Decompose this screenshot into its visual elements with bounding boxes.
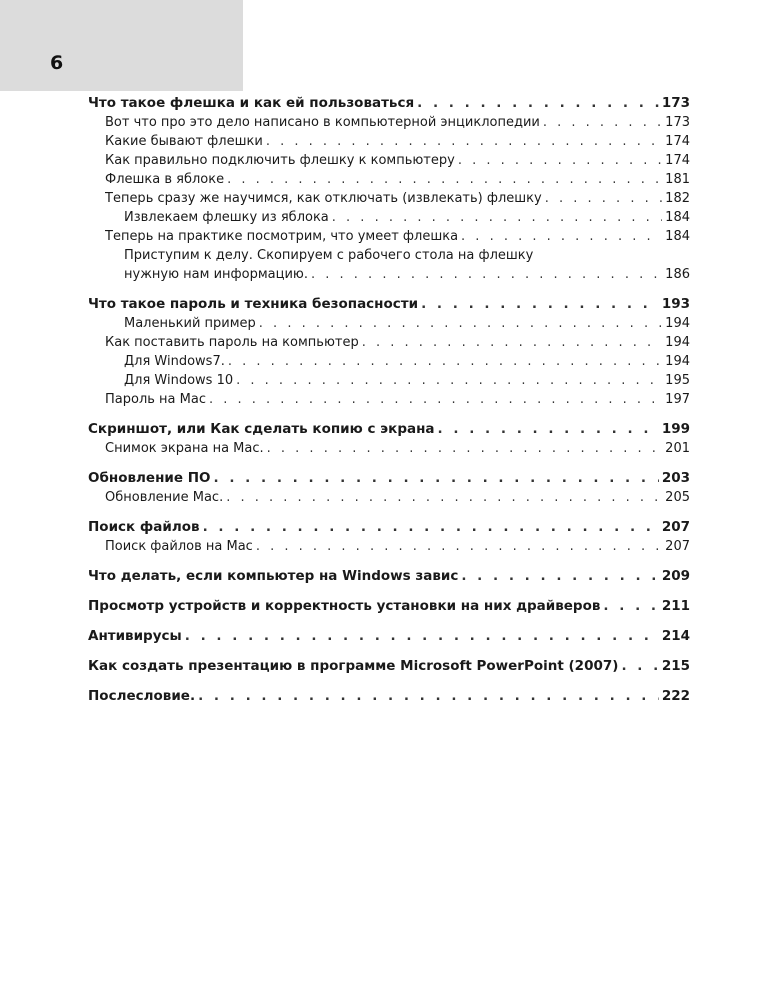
dot-leader — [198, 686, 659, 706]
table-of-contents — [88, 93, 690, 716]
toc-entry — [88, 488, 690, 507]
toc-entry-page: 194 — [665, 354, 690, 369]
toc-entry — [88, 656, 690, 676]
toc-entry — [88, 566, 690, 586]
toc-entry-title: Что делать, если компьютер на Windows завис — [88, 568, 459, 584]
toc-entry-page: 186 — [665, 267, 690, 282]
dot-leader — [543, 113, 662, 132]
toc-entry-title: Теперь сразу же научимся, как отключать (извлекать) флешку — [105, 191, 542, 206]
toc-entry-page: 194 — [665, 316, 690, 331]
toc-entry-page: 194 — [665, 335, 690, 350]
toc-entry-line — [88, 246, 690, 265]
toc-entry-title: Для Windows 10 — [124, 373, 234, 388]
dot-leader — [203, 517, 659, 537]
toc-entry-title: Приступим к делу. Скопируем с рабочего стола на флешку — [124, 248, 534, 263]
toc-entry-title: Извлекаем флешку из яблока — [124, 210, 329, 225]
dot-leader — [228, 352, 662, 371]
dot-leader — [311, 265, 662, 284]
toc-entry-title: Обновление Mac. — [105, 490, 224, 505]
toc-entry-title: Флешка в яблоке — [105, 172, 225, 187]
toc-entry-page: 195 — [665, 373, 690, 388]
toc-entry-page: 207 — [665, 539, 690, 554]
dot-leader — [438, 419, 659, 439]
dot-leader — [256, 537, 662, 556]
dot-leader — [214, 468, 659, 488]
toc-entry — [88, 189, 690, 208]
toc-entry-page: 211 — [661, 598, 690, 614]
page-number: 6 — [50, 52, 64, 74]
toc-entry — [88, 390, 690, 409]
toc-entry — [88, 686, 690, 706]
toc-entry-page: 207 — [661, 519, 690, 535]
toc-entry-page: 197 — [665, 392, 690, 407]
toc-entry-title: Какие бывают флешки — [105, 134, 263, 149]
toc-entry — [88, 265, 690, 284]
toc-entry-title: Поиск файлов — [88, 519, 200, 535]
dot-leader — [545, 189, 662, 208]
toc-section — [88, 468, 690, 507]
dot-leader — [226, 488, 662, 507]
toc-entry-title: Антивирусы — [88, 628, 182, 644]
toc-entry — [88, 537, 690, 556]
toc-entry — [88, 170, 690, 189]
dot-leader — [267, 439, 663, 458]
dot-leader — [417, 93, 659, 113]
toc-entry — [88, 333, 690, 352]
toc-section — [88, 656, 690, 676]
toc-entry-title: Как поставить пароль на компьютер — [105, 335, 359, 350]
toc-entry-page: 173 — [661, 95, 690, 111]
toc-entry-page: 203 — [661, 470, 690, 486]
toc-entry-title-continuation: нужную нам информацию. — [124, 267, 308, 282]
toc-entry-page: 214 — [661, 628, 690, 644]
toc-entry-title: Снимок экрана на Mac. — [105, 441, 264, 456]
toc-entry-page: 184 — [665, 210, 690, 225]
toc-section — [88, 626, 690, 646]
toc-entry — [88, 371, 690, 390]
toc-entry — [88, 626, 690, 646]
toc-entry-page: 193 — [661, 296, 690, 312]
toc-entry-title: Маленький пример — [124, 316, 256, 331]
toc-entry-title: Что такое пароль и техника безопасности — [88, 296, 419, 312]
toc-entry-page: 184 — [665, 229, 690, 244]
dot-leader — [461, 566, 658, 586]
toc-entry — [88, 294, 690, 314]
toc-entry-title: Как создать презентацию в программе Microsoft PowerPoint (2007) — [88, 658, 619, 674]
toc-entry-page: 205 — [665, 490, 690, 505]
toc-entry — [88, 517, 690, 537]
page-number-tab — [0, 0, 243, 91]
toc-entry-page: 182 — [665, 191, 690, 206]
dot-leader — [332, 208, 662, 227]
toc-entry-title: Послесловие. — [88, 688, 196, 704]
dot-leader — [236, 371, 662, 390]
toc-entry — [88, 419, 690, 439]
toc-entry — [88, 596, 690, 616]
toc-entry-title: Обновление ПО — [88, 470, 211, 486]
toc-section — [88, 566, 690, 586]
toc-entry-title: Как правильно подключить флешку к компьютеру — [105, 153, 455, 168]
toc-section — [88, 294, 690, 409]
dot-leader — [362, 333, 662, 352]
toc-entry — [88, 132, 690, 151]
toc-section — [88, 596, 690, 616]
toc-entry — [88, 93, 690, 113]
toc-entry-page: 201 — [665, 441, 690, 456]
dot-leader — [603, 596, 658, 616]
toc-entry-title: Пароль на Mac — [105, 392, 206, 407]
dot-leader — [259, 314, 662, 333]
toc-entry-page: 174 — [665, 134, 690, 149]
toc-entry-title: Для Windows7. — [124, 354, 225, 369]
toc-entry-page: 222 — [661, 688, 690, 704]
toc-entry — [88, 227, 690, 246]
dot-leader — [461, 227, 662, 246]
dot-leader — [421, 294, 659, 314]
toc-entry-page: 199 — [661, 421, 690, 437]
toc-section — [88, 93, 690, 284]
toc-entry — [88, 113, 690, 132]
dot-leader — [458, 151, 662, 170]
dot-leader — [266, 132, 662, 151]
toc-section — [88, 419, 690, 458]
toc-entry-title: Поиск файлов на Mac — [105, 539, 253, 554]
toc-entry-title: Теперь на практике посмотрим, что умеет флешка — [105, 229, 459, 244]
toc-entry-title: Вот что про это дело написано в компьютерной энциклопедии — [105, 115, 540, 130]
toc-section — [88, 517, 690, 556]
toc-entry-page: 173 — [665, 115, 690, 130]
toc-entry — [88, 352, 690, 371]
toc-entry-title: Скриншот, или Как сделать копию с экрана — [88, 421, 435, 437]
toc-entry-page: 181 — [665, 172, 690, 187]
toc-entry-page: 174 — [665, 153, 690, 168]
dot-leader — [185, 626, 659, 646]
toc-entry — [88, 208, 690, 227]
dot-leader — [227, 170, 662, 189]
toc-entry-page: 209 — [661, 568, 690, 584]
toc-section — [88, 686, 690, 706]
dot-leader — [621, 656, 658, 676]
toc-entry — [88, 151, 690, 170]
toc-entry — [88, 468, 690, 488]
dot-leader — [209, 390, 662, 409]
toc-entry — [88, 314, 690, 333]
toc-entry-title: Что такое флешка и как ей пользоваться — [88, 95, 415, 111]
toc-entry-title: Просмотр устройств и корректность установки на них драйверов — [88, 598, 601, 614]
toc-entry-page: 215 — [661, 658, 690, 674]
toc-entry — [88, 439, 690, 458]
